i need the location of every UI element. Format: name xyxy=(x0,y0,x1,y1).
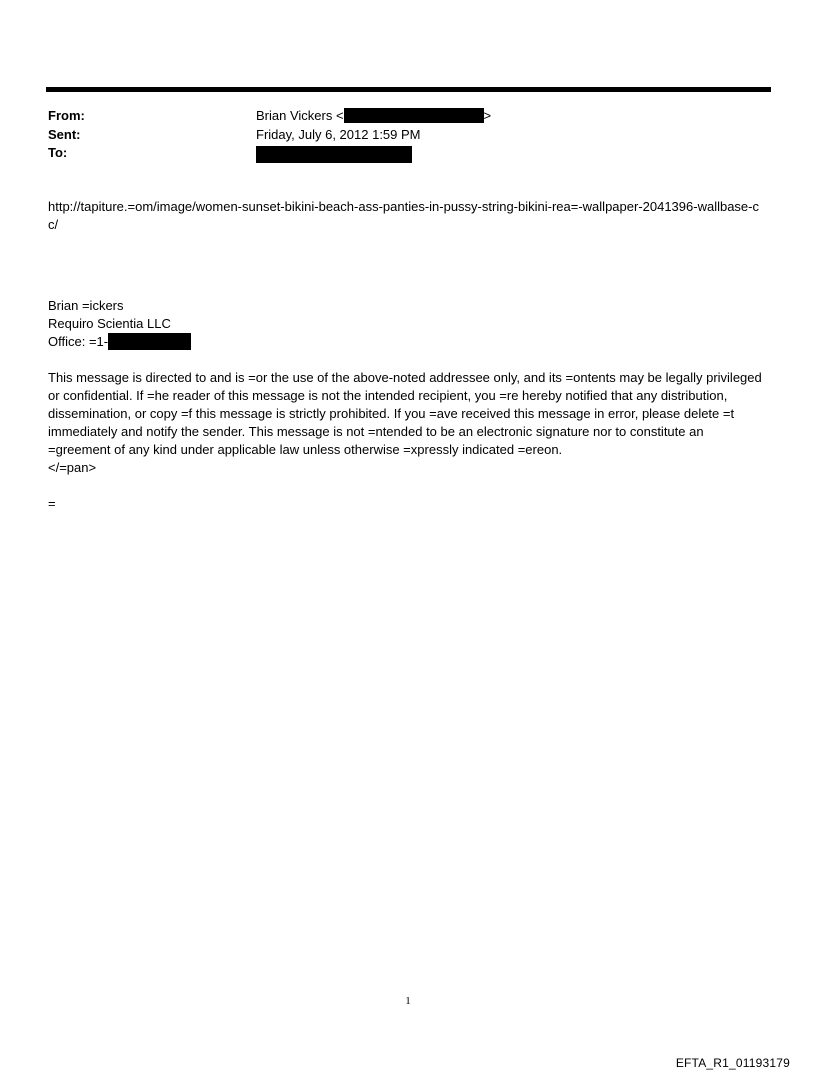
signature-name: Brian =ickers xyxy=(48,298,124,313)
redaction-box-to-recipient xyxy=(256,146,412,163)
page-number: 1 xyxy=(405,995,411,1007)
trailing-equals-text: = xyxy=(48,496,56,511)
to-label: To: xyxy=(48,145,68,160)
disclaimer-block xyxy=(48,369,763,477)
signature-office-prefix: Office: =1- xyxy=(48,334,109,349)
from-close-bracket: > xyxy=(483,108,492,123)
email-body xyxy=(48,198,763,513)
from-sender-name: Brian Vickers < xyxy=(256,108,344,123)
document-id: EFTA_R1_01193179 xyxy=(675,1056,790,1070)
signature-company: Requiro Scientia LLC xyxy=(48,316,171,331)
email-header xyxy=(48,107,768,163)
sent-value: Friday, July 6, 2012 1:59 PM xyxy=(256,126,421,142)
span-tag-text: </=pan> xyxy=(48,460,97,475)
to-row xyxy=(48,144,768,163)
signature-office xyxy=(48,333,763,351)
signature-block xyxy=(48,297,763,351)
redaction-box-from-email xyxy=(344,108,484,123)
disclaimer-text: This message is directed to and is =or the use of the above-noted addressee only, and its =ontents may be legally privileged or confidential. If =he reader of this message is not the intended recipient, you =re hereby notified that any distribution, dissemination, or copy =f this message is strictly prohibited. If you =ave received this message in error, please delete =t immediately and notify the sender. This message is not =ntended to be an electronic signature nor to constitute an =greement of any kind under applicable law unless otherwise =xpressly indicated =ereon. xyxy=(48,370,762,457)
to-value xyxy=(256,144,412,163)
sent-label: Sent: xyxy=(48,126,81,142)
body-url-text: http://tapiture.=om/image/women-sunset-bikini-beach-ass-panties-in-pussy-string-bikini-rea=-wallpaper-2041396-wallbase-cc/ xyxy=(48,199,759,232)
redaction-box-office-phone xyxy=(108,333,191,350)
sent-row xyxy=(48,126,768,145)
from-row xyxy=(48,107,768,126)
from-value xyxy=(256,107,491,125)
header-divider-rule xyxy=(46,87,771,92)
from-label: From: xyxy=(48,108,85,123)
